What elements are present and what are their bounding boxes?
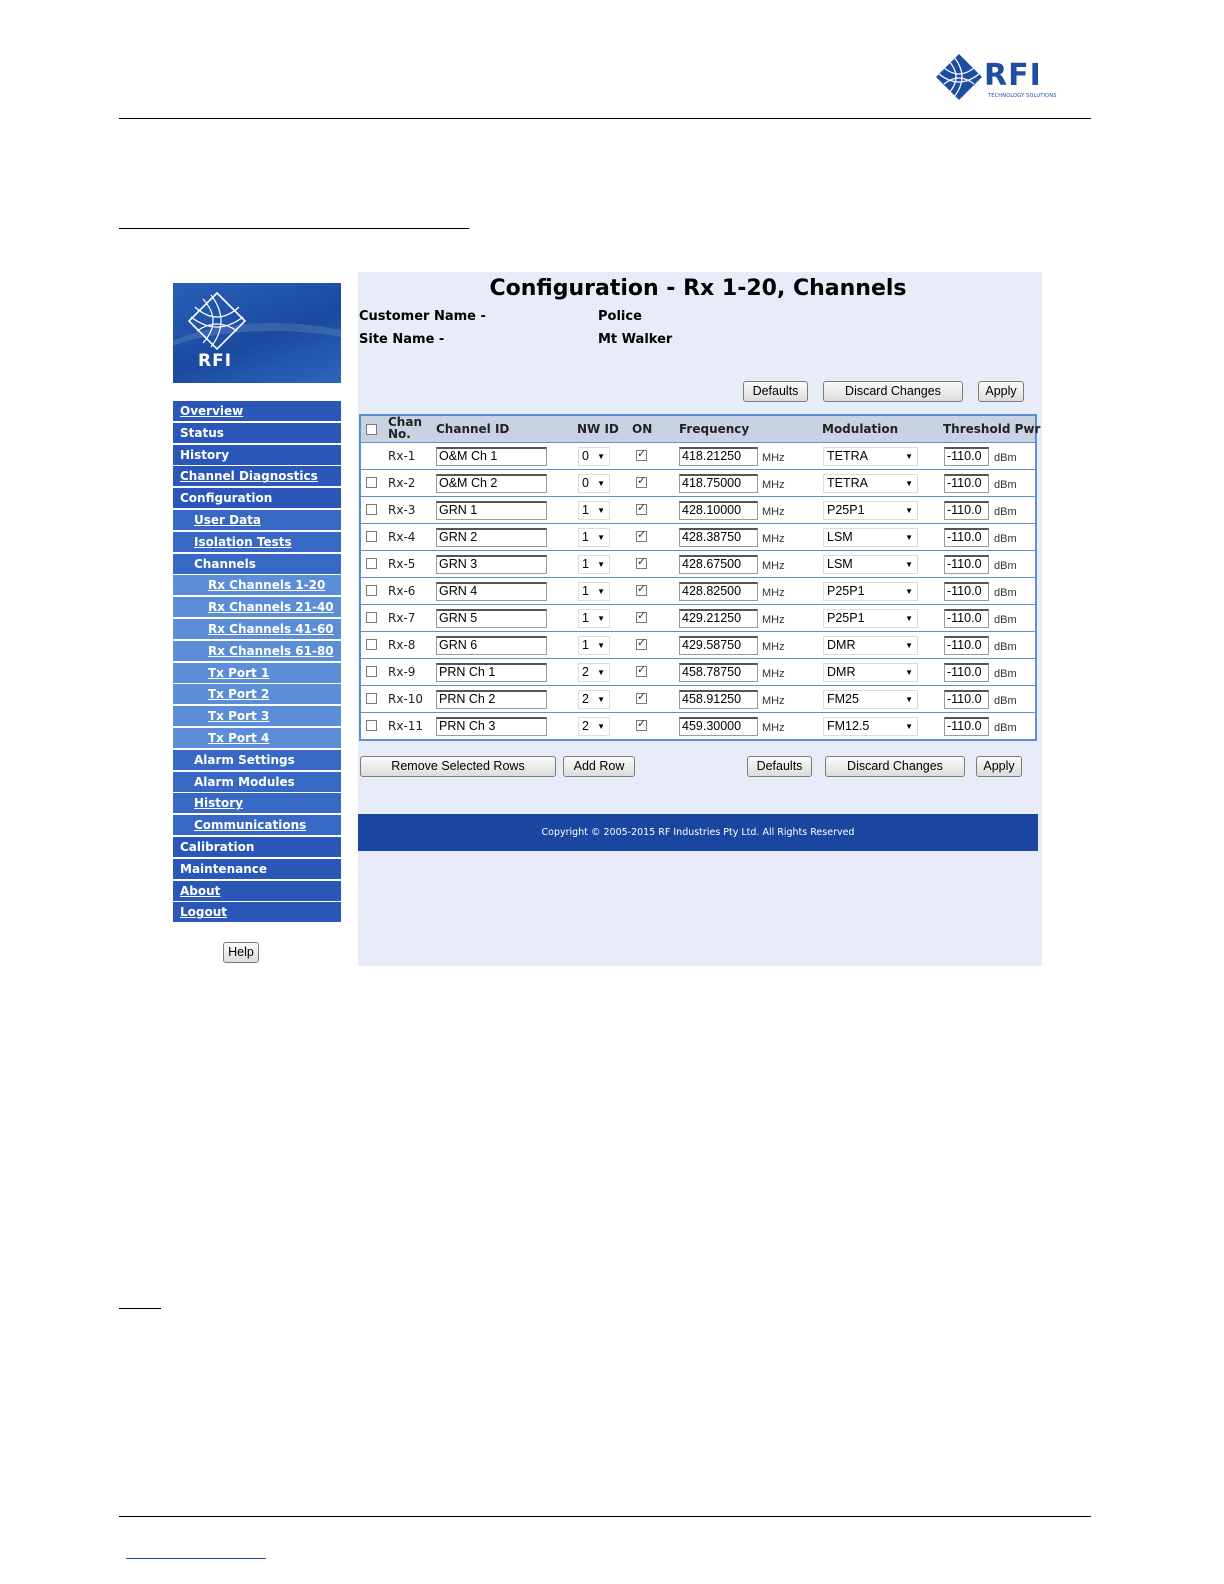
- table-row: [361, 443, 1035, 470]
- chevron-down-icon: ▼: [905, 533, 913, 542]
- modulation-value: P25P1: [827, 611, 865, 625]
- table-row: [361, 605, 1035, 632]
- threshold-unit: dBm: [994, 452, 1017, 464]
- header-nw-id: NW ID: [577, 422, 619, 436]
- nw-id-select[interactable]: [578, 528, 610, 547]
- modulation-value: TETRA: [827, 476, 868, 490]
- frequency-input[interactable]: 429.21250: [679, 609, 758, 628]
- sidebar-item-status[interactable]: Status: [173, 423, 341, 443]
- copyright-footer: Copyright © 2005-2015 RF Industries Pty Ltd. All Rights Reserved: [358, 814, 1038, 851]
- modulation-select[interactable]: [823, 555, 918, 574]
- document-logo-text: RFI: [984, 58, 1042, 93]
- discard-changes-button-top[interactable]: Discard Changes: [823, 381, 963, 402]
- nw-id-value: 2: [582, 665, 589, 679]
- modulation-value: DMR: [827, 665, 856, 679]
- chevron-down-icon: ▼: [597, 695, 605, 704]
- row-select-checkbox[interactable]: [366, 558, 377, 569]
- frequency-unit: MHz: [762, 533, 785, 545]
- sidebar-item-tx-port-2[interactable]: Tx Port 2: [173, 684, 341, 704]
- channel-number: Rx-2: [388, 476, 416, 490]
- table-row: [361, 686, 1035, 713]
- channel-id-input[interactable]: GRN 5: [436, 609, 547, 628]
- nw-id-select[interactable]: [578, 555, 610, 574]
- sidebar-item-logout[interactable]: Logout: [173, 902, 341, 922]
- threshold-pwr-input[interactable]: -110.0: [944, 447, 989, 466]
- header-frequency: Frequency: [679, 422, 750, 436]
- modulation-select[interactable]: [823, 636, 918, 655]
- discard-changes-button-bottom[interactable]: Discard Changes: [825, 756, 965, 777]
- sidebar-item-communications[interactable]: Communications: [173, 815, 341, 835]
- nw-id-value: 2: [582, 719, 589, 733]
- nw-id-select[interactable]: [578, 609, 610, 628]
- threshold-pwr-input[interactable]: -110.0: [944, 636, 989, 655]
- channel-id-input[interactable]: GRN 2: [436, 528, 547, 547]
- header-channel-id: Channel ID: [436, 422, 510, 436]
- channel-number: Rx-7: [388, 611, 416, 625]
- nw-id-select[interactable]: [578, 663, 610, 682]
- channel-on-checkbox[interactable]: [636, 585, 647, 596]
- channel-id-input[interactable]: GRN 3: [436, 555, 547, 574]
- frequency-unit: MHz: [762, 695, 785, 707]
- channel-on-checkbox[interactable]: [636, 720, 647, 731]
- modulation-value: LSM: [827, 557, 853, 571]
- chevron-down-icon: ▼: [597, 560, 605, 569]
- frequency-input[interactable]: 458.78750: [679, 663, 758, 682]
- rfi-logo-icon: [934, 52, 984, 102]
- frequency-input[interactable]: 418.21250: [679, 447, 758, 466]
- threshold-unit: dBm: [994, 533, 1017, 545]
- channel-id-input[interactable]: GRN 6: [436, 636, 547, 655]
- channel-id-input[interactable]: O&M Ch 2: [436, 474, 547, 493]
- sidebar-item-rx-channels-21-40[interactable]: Rx Channels 21-40: [173, 597, 341, 617]
- chevron-down-icon: ▼: [597, 722, 605, 731]
- brand-logo-text: RFI: [198, 351, 233, 371]
- header-chan-no: Chan No.: [388, 415, 422, 441]
- table-row: [361, 551, 1035, 578]
- channel-number: Rx-9: [388, 665, 416, 679]
- threshold-pwr-input[interactable]: -110.0: [944, 690, 989, 709]
- frequency-unit: MHz: [762, 587, 785, 599]
- add-row-button[interactable]: Add Row: [563, 756, 635, 777]
- modulation-select[interactable]: [823, 447, 918, 466]
- modulation-select[interactable]: [823, 690, 918, 709]
- modulation-value: LSM: [827, 530, 853, 544]
- sidebar-item-rx-channels-1-20[interactable]: Rx Channels 1-20: [173, 575, 341, 595]
- sidebar-item-user-data[interactable]: User Data: [173, 510, 341, 530]
- chevron-down-icon: ▼: [597, 533, 605, 542]
- threshold-unit: dBm: [994, 668, 1017, 680]
- site-name-label: Site Name -: [359, 332, 445, 347]
- chevron-down-icon: ▼: [905, 641, 913, 650]
- row-select-checkbox[interactable]: [366, 477, 377, 488]
- nw-id-select[interactable]: [578, 690, 610, 709]
- chevron-down-icon: ▼: [597, 668, 605, 677]
- chevron-down-icon: ▼: [597, 641, 605, 650]
- modulation-select[interactable]: [823, 609, 918, 628]
- ui-screenshot: [172, 272, 1042, 966]
- modulation-select[interactable]: [823, 582, 918, 601]
- chevron-down-icon: ▼: [905, 506, 913, 515]
- sidebar-item-tx-port-3[interactable]: Tx Port 3: [173, 706, 341, 726]
- document-logo-tagline: TECHNOLOGY SOLUTIONS: [988, 93, 1057, 99]
- chevron-down-icon: ▼: [905, 587, 913, 596]
- nw-id-select[interactable]: [578, 501, 610, 520]
- nw-id-select[interactable]: [578, 717, 610, 736]
- threshold-pwr-input[interactable]: -110.0: [944, 501, 989, 520]
- nw-id-value: 2: [582, 692, 589, 706]
- main-panel: [358, 272, 1042, 966]
- sidebar-item-isolation-tests[interactable]: Isolation Tests: [173, 532, 341, 552]
- sidebar-item-alarm-settings[interactable]: Alarm Settings: [173, 750, 341, 770]
- table-row: [361, 497, 1035, 524]
- sidebar-item-tx-port-4[interactable]: Tx Port 4: [173, 728, 341, 748]
- sidebar-item-alarm-modules[interactable]: Alarm Modules: [173, 772, 341, 792]
- table-row: [361, 659, 1035, 686]
- modulation-select[interactable]: [823, 501, 918, 520]
- frequency-unit: MHz: [762, 452, 785, 464]
- chevron-down-icon: ▼: [597, 479, 605, 488]
- channel-id-input[interactable]: O&M Ch 1: [436, 447, 547, 466]
- sidebar-item-channel-diagnostics[interactable]: Channel Diagnostics: [173, 466, 341, 486]
- frequency-unit: MHz: [762, 668, 785, 680]
- frequency-input[interactable]: 428.10000: [679, 501, 758, 520]
- channel-on-checkbox[interactable]: [636, 639, 647, 650]
- modulation-value: FM12.5: [827, 719, 870, 733]
- threshold-unit: dBm: [994, 722, 1017, 734]
- header-modulation: Modulation: [822, 422, 899, 436]
- note-heading-rule: [119, 1308, 161, 1309]
- threshold-pwr-input[interactable]: -110.0: [944, 582, 989, 601]
- channel-on-checkbox[interactable]: [636, 693, 647, 704]
- modulation-value: TETRA: [827, 449, 868, 463]
- channel-id-input[interactable]: PRN Ch 3: [436, 717, 547, 736]
- document-logo: [934, 52, 1064, 104]
- frequency-unit: MHz: [762, 506, 785, 518]
- nw-id-select[interactable]: [578, 582, 610, 601]
- threshold-pwr-input[interactable]: -110.0: [944, 528, 989, 547]
- chevron-down-icon: ▼: [597, 614, 605, 623]
- table-row: [361, 470, 1035, 497]
- threshold-unit: dBm: [994, 614, 1017, 626]
- nw-id-value: 1: [582, 584, 589, 598]
- section-heading-rule: [119, 228, 469, 229]
- chevron-down-icon: ▼: [905, 695, 913, 704]
- modulation-value: P25P1: [827, 503, 865, 517]
- header-threshold-pwr: Threshold Pwr: [943, 422, 1041, 436]
- frequency-input[interactable]: 428.67500: [679, 555, 758, 574]
- customer-name-label: Customer Name -: [359, 309, 486, 324]
- frequency-unit: MHz: [762, 614, 785, 626]
- threshold-unit: dBm: [994, 641, 1017, 653]
- chevron-down-icon: ▼: [905, 560, 913, 569]
- nw-id-value: 0: [582, 476, 589, 490]
- modulation-value: FM25: [827, 692, 859, 706]
- nw-id-value: 1: [582, 557, 589, 571]
- frequency-unit: MHz: [762, 722, 785, 734]
- channel-on-checkbox[interactable]: [636, 558, 647, 569]
- footer-rule: [119, 1516, 1091, 1517]
- header-rule: [119, 118, 1091, 119]
- modulation-select[interactable]: [823, 717, 918, 736]
- header-on: ON: [632, 422, 653, 436]
- sidebar-item-maintenance[interactable]: Maintenance: [173, 859, 341, 879]
- threshold-unit: dBm: [994, 560, 1017, 572]
- threshold-unit: dBm: [994, 479, 1017, 491]
- modulation-select[interactable]: [823, 663, 918, 682]
- row-select-checkbox[interactable]: [366, 585, 377, 596]
- frequency-input[interactable]: 418.75000: [679, 474, 758, 493]
- channel-number: Rx-10: [388, 692, 424, 706]
- chevron-down-icon: ▼: [905, 722, 913, 731]
- table-row: [361, 578, 1035, 605]
- left-column: [172, 272, 348, 966]
- nw-id-value: 0: [582, 449, 589, 463]
- sidebar-item-rx-channels-61-80[interactable]: Rx Channels 61-80: [173, 641, 341, 661]
- frequency-input[interactable]: 429.58750: [679, 636, 758, 655]
- help-button[interactable]: Help: [223, 942, 259, 963]
- frequency-input[interactable]: 458.91250: [679, 690, 758, 709]
- chevron-down-icon: ▼: [597, 452, 605, 461]
- footer-link-underline[interactable]: [126, 1558, 266, 1559]
- frequency-input[interactable]: 428.82500: [679, 582, 758, 601]
- nw-id-select[interactable]: [578, 474, 610, 493]
- channel-number: Rx-5: [388, 557, 416, 571]
- threshold-pwr-input[interactable]: -110.0: [944, 663, 989, 682]
- row-select-checkbox[interactable]: [366, 639, 377, 650]
- row-select-checkbox[interactable]: [366, 666, 377, 677]
- chevron-down-icon: ▼: [905, 452, 913, 461]
- frequency-unit: MHz: [762, 479, 785, 491]
- table-body: [361, 443, 1035, 739]
- row-select-checkbox[interactable]: [366, 531, 377, 542]
- frequency-input[interactable]: 459.30000: [679, 717, 758, 736]
- page-title: Configuration - Rx 1-20, Channels: [489, 276, 907, 301]
- channel-id-input[interactable]: PRN Ch 2: [436, 690, 547, 709]
- threshold-pwr-input[interactable]: -110.0: [944, 474, 989, 493]
- threshold-pwr-input[interactable]: -110.0: [944, 609, 989, 628]
- table-row: [361, 632, 1035, 659]
- sidebar-nav: [173, 401, 341, 924]
- threshold-unit: dBm: [994, 506, 1017, 518]
- chevron-down-icon: ▼: [905, 668, 913, 677]
- channel-id-input[interactable]: GRN 1: [436, 501, 547, 520]
- channel-id-input[interactable]: GRN 4: [436, 582, 547, 601]
- channel-on-checkbox[interactable]: [636, 666, 647, 677]
- sidebar-item-configuration[interactable]: Configuration: [173, 488, 341, 508]
- threshold-unit: dBm: [994, 695, 1017, 707]
- defaults-button-bottom[interactable]: Defaults: [747, 756, 812, 777]
- table-row: [361, 524, 1035, 551]
- row-select-checkbox[interactable]: [366, 504, 377, 515]
- threshold-unit: dBm: [994, 587, 1017, 599]
- channel-on-checkbox[interactable]: [636, 612, 647, 623]
- channel-id-input[interactable]: PRN Ch 1: [436, 663, 547, 682]
- brand-banner: [173, 283, 341, 383]
- threshold-pwr-input[interactable]: -110.0: [944, 717, 989, 736]
- channel-number: Rx-3: [388, 503, 416, 517]
- apply-button-bottom[interactable]: Apply: [976, 756, 1022, 777]
- modulation-value: DMR: [827, 638, 856, 652]
- channel-number: Rx-11: [388, 719, 424, 733]
- chevron-down-icon: ▼: [597, 506, 605, 515]
- nw-id-value: 1: [582, 503, 589, 517]
- row-select-checkbox[interactable]: [366, 693, 377, 704]
- sidebar-item-overview[interactable]: Overview: [173, 401, 341, 421]
- frequency-input[interactable]: 428.38750: [679, 528, 758, 547]
- channel-on-checkbox[interactable]: [636, 477, 647, 488]
- sidebar-item-tx-port-1[interactable]: Tx Port 1: [173, 663, 341, 683]
- channels-table: [359, 414, 1041, 741]
- channel-on-checkbox[interactable]: [636, 504, 647, 515]
- defaults-button-top[interactable]: Defaults: [743, 381, 808, 402]
- row-select-checkbox[interactable]: [366, 612, 377, 623]
- nw-id-value: 1: [582, 530, 589, 544]
- sidebar-item-history[interactable]: History: [173, 793, 341, 813]
- remove-selected-rows-button[interactable]: Remove Selected Rows: [360, 756, 556, 777]
- modulation-select[interactable]: [823, 474, 918, 493]
- chevron-down-icon: ▼: [905, 614, 913, 623]
- nw-id-select[interactable]: [578, 636, 610, 655]
- threshold-pwr-input[interactable]: -110.0: [944, 555, 989, 574]
- channel-on-checkbox[interactable]: [636, 531, 647, 542]
- customer-name-value: Police: [598, 309, 642, 324]
- modulation-value: P25P1: [827, 584, 865, 598]
- sidebar-item-calibration[interactable]: Calibration: [173, 837, 341, 857]
- select-all-checkbox[interactable]: [366, 424, 377, 435]
- site-name-value: Mt Walker: [598, 332, 673, 347]
- nw-id-value: 1: [582, 611, 589, 625]
- rfi-logo-icon: [185, 289, 249, 353]
- channel-number: Rx-6: [388, 584, 416, 598]
- table-row: [361, 713, 1035, 739]
- modulation-select[interactable]: [823, 528, 918, 547]
- chevron-down-icon: ▼: [597, 587, 605, 596]
- sidebar-item-history[interactable]: History: [173, 445, 341, 465]
- sidebar-item-about[interactable]: About: [173, 881, 341, 901]
- channel-number: Rx-1: [388, 449, 416, 463]
- row-select-checkbox[interactable]: [366, 720, 377, 731]
- table-header: [361, 415, 1041, 443]
- sidebar-item-channels[interactable]: Channels: [173, 554, 341, 574]
- nw-id-select[interactable]: [578, 447, 610, 466]
- frequency-unit: MHz: [762, 560, 785, 572]
- nw-id-value: 1: [582, 638, 589, 652]
- sidebar-item-rx-channels-41-60[interactable]: Rx Channels 41-60: [173, 619, 341, 639]
- frequency-unit: MHz: [762, 641, 785, 653]
- channel-number: Rx-8: [388, 638, 416, 652]
- channel-on-checkbox[interactable]: [636, 450, 647, 461]
- apply-button-top[interactable]: Apply: [978, 381, 1024, 402]
- channel-number: Rx-4: [388, 530, 416, 544]
- chevron-down-icon: ▼: [905, 479, 913, 488]
